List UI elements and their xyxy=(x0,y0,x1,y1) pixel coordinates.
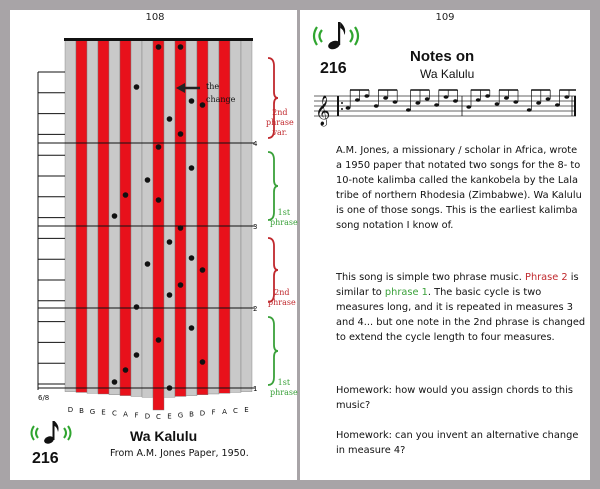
kalimba-tablature xyxy=(10,10,297,480)
tine-letter: D xyxy=(144,412,151,421)
phrase-line: phrase xyxy=(270,388,298,397)
tine-letter: C xyxy=(112,409,117,418)
paragraph-history: A.M. Jones, a missionary / scholar in Africa, wrote a 1950 paper that notated two songs for the 8- to 10-note kalimba called the kankobela by the Lala tribe of northern Rhodesia (Zimbabwe). Wa Kalulu is one of those songs. This is the earliest kalimba song notation I know of. xyxy=(336,145,582,231)
note-dot xyxy=(178,131,184,137)
phrase-label-2nd-var xyxy=(266,108,294,138)
staff-note xyxy=(346,106,351,110)
tine-letter: D xyxy=(199,409,206,418)
treble-clef-icon: 𝄞 xyxy=(315,96,331,126)
note-dot xyxy=(167,292,173,298)
music-staff xyxy=(314,88,576,134)
measure-number: 2 xyxy=(253,305,258,313)
note-dot xyxy=(145,177,151,183)
note-dot xyxy=(189,325,195,331)
phrase-label-1st-a xyxy=(270,208,298,228)
note-dot xyxy=(156,197,162,203)
book-number: 216 xyxy=(320,60,347,77)
measure-number: 3 xyxy=(253,223,258,231)
note-dot xyxy=(134,352,140,358)
tine-0 xyxy=(65,40,76,392)
bridge-bar xyxy=(64,38,253,41)
homework-1: Homework: how would you assign chords to this music? xyxy=(336,385,573,411)
note-dot xyxy=(167,385,173,391)
time-signature: 6/8 xyxy=(38,394,50,402)
staff-note xyxy=(425,97,430,101)
song-title: Wa Kalulu xyxy=(130,428,198,444)
phrase-label-1st-b xyxy=(270,378,298,398)
note-dot xyxy=(178,225,184,231)
note-dot xyxy=(167,239,173,245)
tine-letter: E xyxy=(244,406,249,414)
staff-note xyxy=(504,96,509,100)
note-dot xyxy=(200,102,206,108)
phrase-label-2nd xyxy=(268,288,296,308)
note-dot xyxy=(189,98,195,104)
note-dot xyxy=(123,192,129,198)
phrase-line: 1st xyxy=(277,378,291,387)
note-dot xyxy=(112,213,118,219)
staff-note xyxy=(406,108,411,112)
notes-title: Notes on xyxy=(410,48,475,65)
homework-2: Homework: can you invent an alternative change in measure 4? xyxy=(336,430,579,456)
staff-note xyxy=(453,99,458,103)
tine-letter: C xyxy=(156,413,161,422)
tine-3 xyxy=(98,40,109,394)
tine-1 xyxy=(76,40,87,392)
page-number: 108 xyxy=(145,12,165,23)
text-span: . The basic cycle is two measures long, and it is repeated in measures 3 and 4... but one note in the 2nd phrase is changed to extend the cycle length to four measures. xyxy=(336,287,586,343)
song-source: From A.M. Jones Paper, 1950. xyxy=(110,448,249,459)
staff-note xyxy=(476,98,481,102)
staff-note xyxy=(564,95,569,99)
change-label-line-1: the xyxy=(206,82,220,91)
staff-note xyxy=(434,103,439,107)
phrase-2-highlight: Phrase 2 xyxy=(525,272,568,283)
note-dot xyxy=(156,337,162,343)
tine-2 xyxy=(87,40,98,393)
tine-letter: B xyxy=(79,406,84,415)
left-page xyxy=(10,10,297,480)
note-dot xyxy=(200,359,206,365)
paragraph-structure xyxy=(336,270,586,345)
tine-6 xyxy=(131,40,142,396)
note-dot xyxy=(156,44,162,50)
note-dot xyxy=(156,144,162,150)
repeat-dot xyxy=(341,102,343,104)
staff-note xyxy=(527,108,532,112)
phrase-line: var. xyxy=(272,128,288,137)
note-dot xyxy=(178,282,184,288)
tine-letter: F xyxy=(211,408,216,417)
staff-note xyxy=(536,101,541,105)
note-dot xyxy=(167,116,173,122)
tine-5 xyxy=(120,40,131,396)
notes-subtitle: Wa Kalulu xyxy=(420,67,475,81)
staff-note xyxy=(485,94,490,98)
note-dot xyxy=(134,304,140,310)
music-note-logo-icon xyxy=(26,418,76,448)
note-dot xyxy=(134,84,140,90)
phrase-line: 1st xyxy=(277,208,291,217)
tine-letter: A xyxy=(222,407,227,416)
phrase-line: phrase xyxy=(270,218,298,227)
phrase-line: 2nd xyxy=(274,288,290,297)
repeat-dot xyxy=(341,108,343,110)
tine-letter: G xyxy=(89,407,96,416)
measure-number: 4 xyxy=(253,140,258,148)
phrase-line: phrase xyxy=(266,118,294,127)
staff-note xyxy=(393,100,398,104)
tine-letter: D xyxy=(67,406,74,414)
music-note-logo-icon xyxy=(308,18,364,54)
staff-note xyxy=(383,96,388,100)
tine-9 xyxy=(164,40,175,397)
note-dot xyxy=(200,267,206,273)
measure-number: 1 xyxy=(253,385,258,393)
staff-note xyxy=(555,103,560,107)
note-dot xyxy=(145,261,151,267)
tine-letter: B xyxy=(189,410,194,419)
tine-letter: E xyxy=(167,412,172,421)
change-annotation xyxy=(206,80,235,106)
staff-note xyxy=(355,98,360,102)
right-page xyxy=(300,10,590,480)
note-dot xyxy=(123,367,129,373)
page-number: 109 xyxy=(435,12,455,23)
staff-note xyxy=(364,94,369,98)
note-dot xyxy=(112,379,118,385)
book-number: 216 xyxy=(32,450,59,467)
tine-letter: F xyxy=(134,411,139,420)
phrase-line: phrase xyxy=(268,298,296,307)
staff-note xyxy=(513,100,518,104)
note-dot xyxy=(189,165,195,171)
staff-note xyxy=(374,104,379,108)
phrase-line: 2nd xyxy=(272,108,288,117)
phrase-1-highlight: phrase 1 xyxy=(384,287,428,298)
tine-11 xyxy=(186,40,197,396)
staff-note xyxy=(466,105,471,109)
staff-note xyxy=(444,95,449,99)
staff-note xyxy=(495,102,500,106)
tine-16 xyxy=(241,40,252,392)
text-span: is similar to xyxy=(336,272,579,298)
tine-letter: A xyxy=(123,410,128,419)
text-span: This song is simple two phrase music. xyxy=(336,272,526,283)
tine-8 xyxy=(153,40,164,410)
tine-10 xyxy=(175,40,186,396)
staff-note xyxy=(546,97,551,101)
tine-letter: G xyxy=(177,411,184,420)
change-label-line-2: change xyxy=(206,95,236,104)
phrase-brace-green xyxy=(268,317,278,385)
note-dot xyxy=(178,44,184,50)
staff-note xyxy=(415,101,420,105)
note-dot xyxy=(189,255,195,261)
tine-7 xyxy=(142,40,153,397)
tine-letter: E xyxy=(101,408,106,417)
tine-letter: C xyxy=(233,406,238,415)
